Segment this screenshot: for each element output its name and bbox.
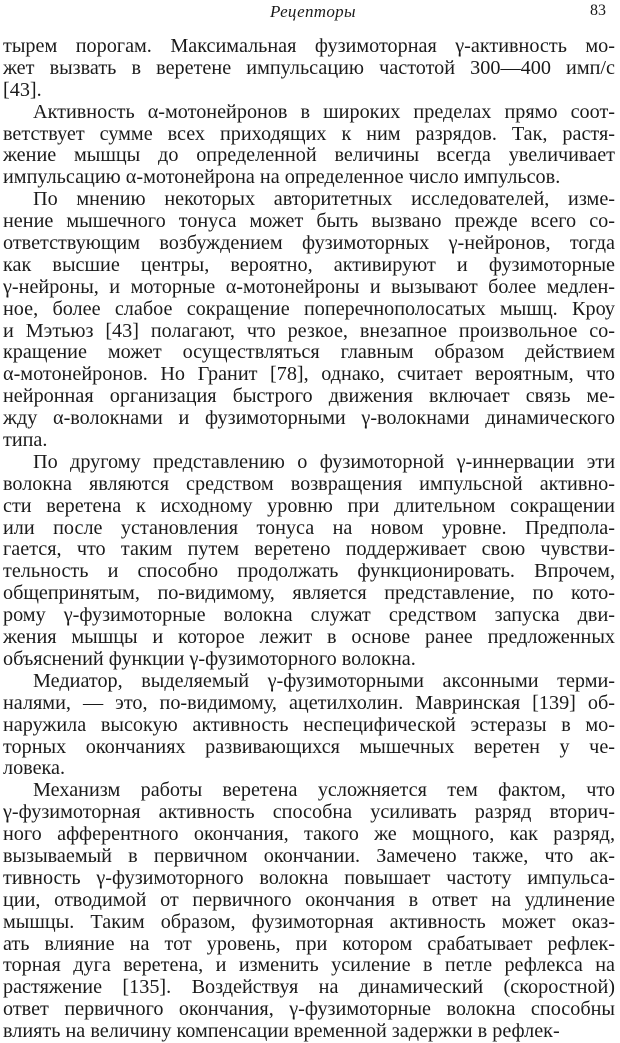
page-number: 83 (590, 2, 606, 19)
text-line: гается, что таким путем веретено поддерживает свою чувстви- (3, 539, 615, 561)
text-line: жения мышцы и которое лежит в основе ранее предложенных (3, 627, 615, 649)
text-line: или после установления тонуса на новом уровне. Предпола- (3, 517, 615, 539)
paragraph (3, 452, 615, 671)
text-line: торных окончаниях развивающихся мышечных веретен у че- (3, 736, 615, 758)
text-line: [43]. (3, 79, 42, 101)
text-line: налями, — это, по-видимому, ацетилхолин. Мавринская [139] об- (3, 692, 615, 714)
text-line: Медиатор, выделяемый γ-фузимоторными аксонными терми- (33, 670, 615, 692)
text-line: импульсацию α-мотонейрона на определенное число импульсов. (3, 167, 561, 189)
text-line: нение мышечного тонуса может быть вызвано прежде всего со- (3, 211, 615, 233)
text-line: общепринятым, по-видимому, является представление, по кото- (3, 583, 615, 605)
text-line: жет вызвать в веретене импульсацию частотой 300—400 имп/с (3, 57, 615, 79)
text-line: γ-нейроны, и моторные α-мотонейроны и вызывают более медлен- (3, 276, 615, 298)
text-line: мышцы. Таким образом, фузимоторная активность может оказ- (3, 911, 615, 933)
text-line: ции, отводимой от первичного окончания в ответ на удлинение (3, 889, 615, 911)
text-line: тивность γ-фузимоторного волокна повышает частоту импульса- (3, 867, 615, 889)
text-line: вызываемый в первичном окончании. Замечено также, что ак- (3, 845, 615, 867)
text-line: α-мотонейронов. Но Гранит [78], однако, считает вероятным, что (3, 364, 615, 386)
text-line: типа. (3, 430, 48, 452)
text-line: ное, более слабое сокращение поперечнополосатых мышц. Кроу (3, 298, 615, 320)
text-line: кращение может осуществляться главным образом действием (3, 342, 615, 364)
text-line: объяснений функции γ-фузимоторного волокна. (3, 648, 416, 670)
text-line: ать влияние на тот уровень, при котором срабатывает рефлек- (3, 933, 615, 955)
running-title: Рецепторы (270, 2, 356, 21)
text-line: сти веретена к исходному уровню при длительном сокращении (3, 495, 615, 517)
text-line: рому γ-фузимоторные волокна служат средством запуска дви- (3, 605, 615, 627)
paragraph (3, 102, 615, 190)
text-line: По мнению некоторых авторитетных исследователей, изме- (33, 189, 615, 211)
text-line: тырем порогам. Максимальная фузимоторная γ-активность мо- (3, 36, 615, 57)
text-line: и Мэтьюз [43] полагают, что резкое, внезапное произвольное со- (3, 320, 615, 342)
text-line: наружила высокую активность неспецифической эстеразы в мо- (3, 714, 615, 736)
paragraph (3, 780, 615, 1043)
text-line: ного афферентного окончания, такого же мощного, как разряд, (3, 824, 615, 846)
text-line: как высшие центры, вероятно, активируют и фузимоторные (3, 254, 615, 276)
paragraph (3, 36, 615, 102)
text-line: ответ первичного окончания, γ-фузимоторные волокна способны (3, 999, 615, 1021)
text-line: торная дуга веретена, и изменить усиление в петле рефлекса на (3, 955, 615, 977)
text-line: ответствующим возбуждением фузимоторных γ-нейронов, тогда (3, 233, 615, 255)
text-line: жение мышцы до определенной величины всегда увеличивает (3, 145, 615, 167)
text-line: ловека. (3, 758, 66, 780)
text-line: По другому представлению о фузимоторной γ-иннервации эти (33, 451, 615, 473)
text-line: Активность α-мотонейронов в широких пределах прямо соот- (33, 101, 615, 123)
text-line: растяжение [135]. Воздействуя на динамический (скоростной) (3, 977, 615, 999)
text-line: Механизм работы веретена усложняется тем фактом, что (33, 780, 615, 802)
text-line: влиять на величину компенсации временной задержки в рефлек- (3, 1021, 560, 1043)
text-line: жду α-волокнами и фузимоторными γ-волокнами динамического (3, 408, 615, 430)
text-line: волокна являются средством возвращения импульсной активно- (3, 473, 615, 495)
paragraph (3, 189, 615, 452)
text-line: ветствует сумме всех приходящих к ним разрядов. Так, растя- (3, 123, 615, 145)
text-line: тельность и способно продолжать функционировать. Впрочем, (3, 561, 615, 583)
paragraph (3, 671, 615, 780)
body-text (3, 36, 615, 1043)
text-line: нейронная организация быстрого движения включает связь ме- (3, 386, 615, 408)
text-line: γ-фузимоторная активность способна усиливать разряд вторич- (3, 802, 615, 824)
